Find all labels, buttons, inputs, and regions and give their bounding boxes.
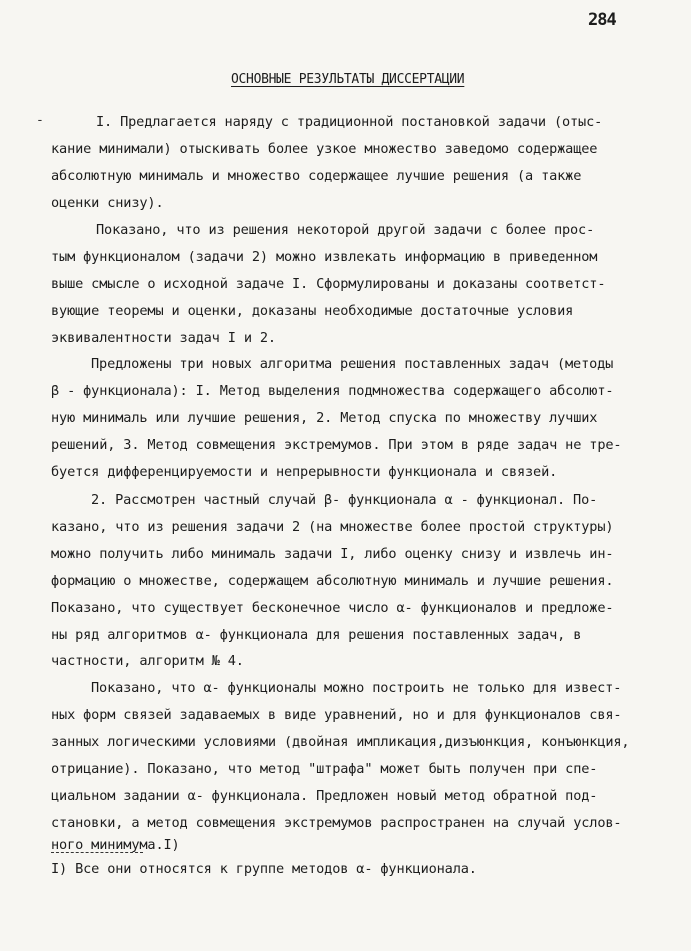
- text-line: ную минималь или лучшие решения, 2. Метод спуска по множеству лучших: [51, 410, 598, 426]
- text-line: казано, что из решения задачи 2 (на множестве более простой структуры): [51, 519, 614, 535]
- text-line: β - функционала): I. Метод выделения подмножества содержащего абсолют-: [51, 383, 614, 399]
- text-line: занных логическими условиями (двойная импликация,дизъюнкция, конъюнкция,: [51, 734, 630, 750]
- text-line: Показано, что из решения некоторой другой задачи с более прос-: [96, 222, 595, 238]
- text-line: вующие теоремы и оценки, доказаны необходимые достаточные условия: [51, 303, 574, 319]
- text-line: циальном задании α- функционала. Предложен новый метод обратной под-: [51, 788, 598, 804]
- text-line: выше смысле о исходной задаче I. Сформулированы и доказаны соответст-: [51, 276, 606, 292]
- text-line: кание минимали) отыскивать более узкое множество заведомо содержащее: [51, 141, 598, 157]
- text-line: ных форм связей задаваемых в виде уравнений, но и для функционалов свя-: [51, 707, 622, 723]
- margin-mark: -: [36, 113, 44, 128]
- footnote-rule: [51, 852, 143, 853]
- text-line: ного минимума.I): [51, 837, 180, 853]
- text-line: становки, а метод совмещения экстремумов распространен на случай услов-: [51, 815, 622, 831]
- text-line: отрицание). Показано, что метод "штрафа" может быть получен при спе-: [51, 761, 598, 777]
- text-line: формацию о множестве, содержащем абсолютную минималь и лучшие решения.: [51, 573, 614, 589]
- text-line: решений, 3. Метод совмещения экстремумов. При этом в ряде задач не тре-: [51, 437, 622, 453]
- text-line: ны ряд алгоритмов α- функционала для решения поставленных задач, в: [51, 627, 582, 643]
- text-line: Показано, что существует бесконечное число α- функционалов и предложе-: [51, 600, 614, 616]
- page-title: ОСНОВНЫЕ РЕЗУЛЬТАТЫ ДИССЕРТАЦИИ: [231, 72, 465, 87]
- text-line: эквивалентности задач I и 2.: [51, 330, 276, 346]
- text-line: тым функционалом (задачи 2) можно извлекать информацию в приведенном: [51, 249, 598, 265]
- text-line: Показано, что α- функционалы можно построить не только для извест-: [91, 680, 622, 696]
- footnote: I) Все они относятся к группе методов α- функционала.: [51, 861, 477, 877]
- text-line: буется дифференцируемости и непрерывности функционала и связей.: [51, 464, 558, 480]
- text-line: можно получить либо минималь задачи I, либо оценку снизу и извлечь ин-: [51, 546, 614, 562]
- text-line: частности, алгоритм № 4.: [51, 653, 244, 669]
- text-line: 2. Рассмотрен частный случай β- функционала α - функционал. По-: [91, 492, 598, 508]
- text-line: абсолютную минималь и множество содержащее лучшие решения (а также: [51, 168, 582, 184]
- text-line: I. Предлагается наряду с традиционной постановкой задачи (отыс-: [96, 114, 603, 130]
- text-line: Предложены три новых алгоритма решения поставленных задач (методы: [91, 356, 614, 372]
- page-number: 284: [588, 10, 616, 30]
- text-line: оценки снизу).: [51, 195, 164, 211]
